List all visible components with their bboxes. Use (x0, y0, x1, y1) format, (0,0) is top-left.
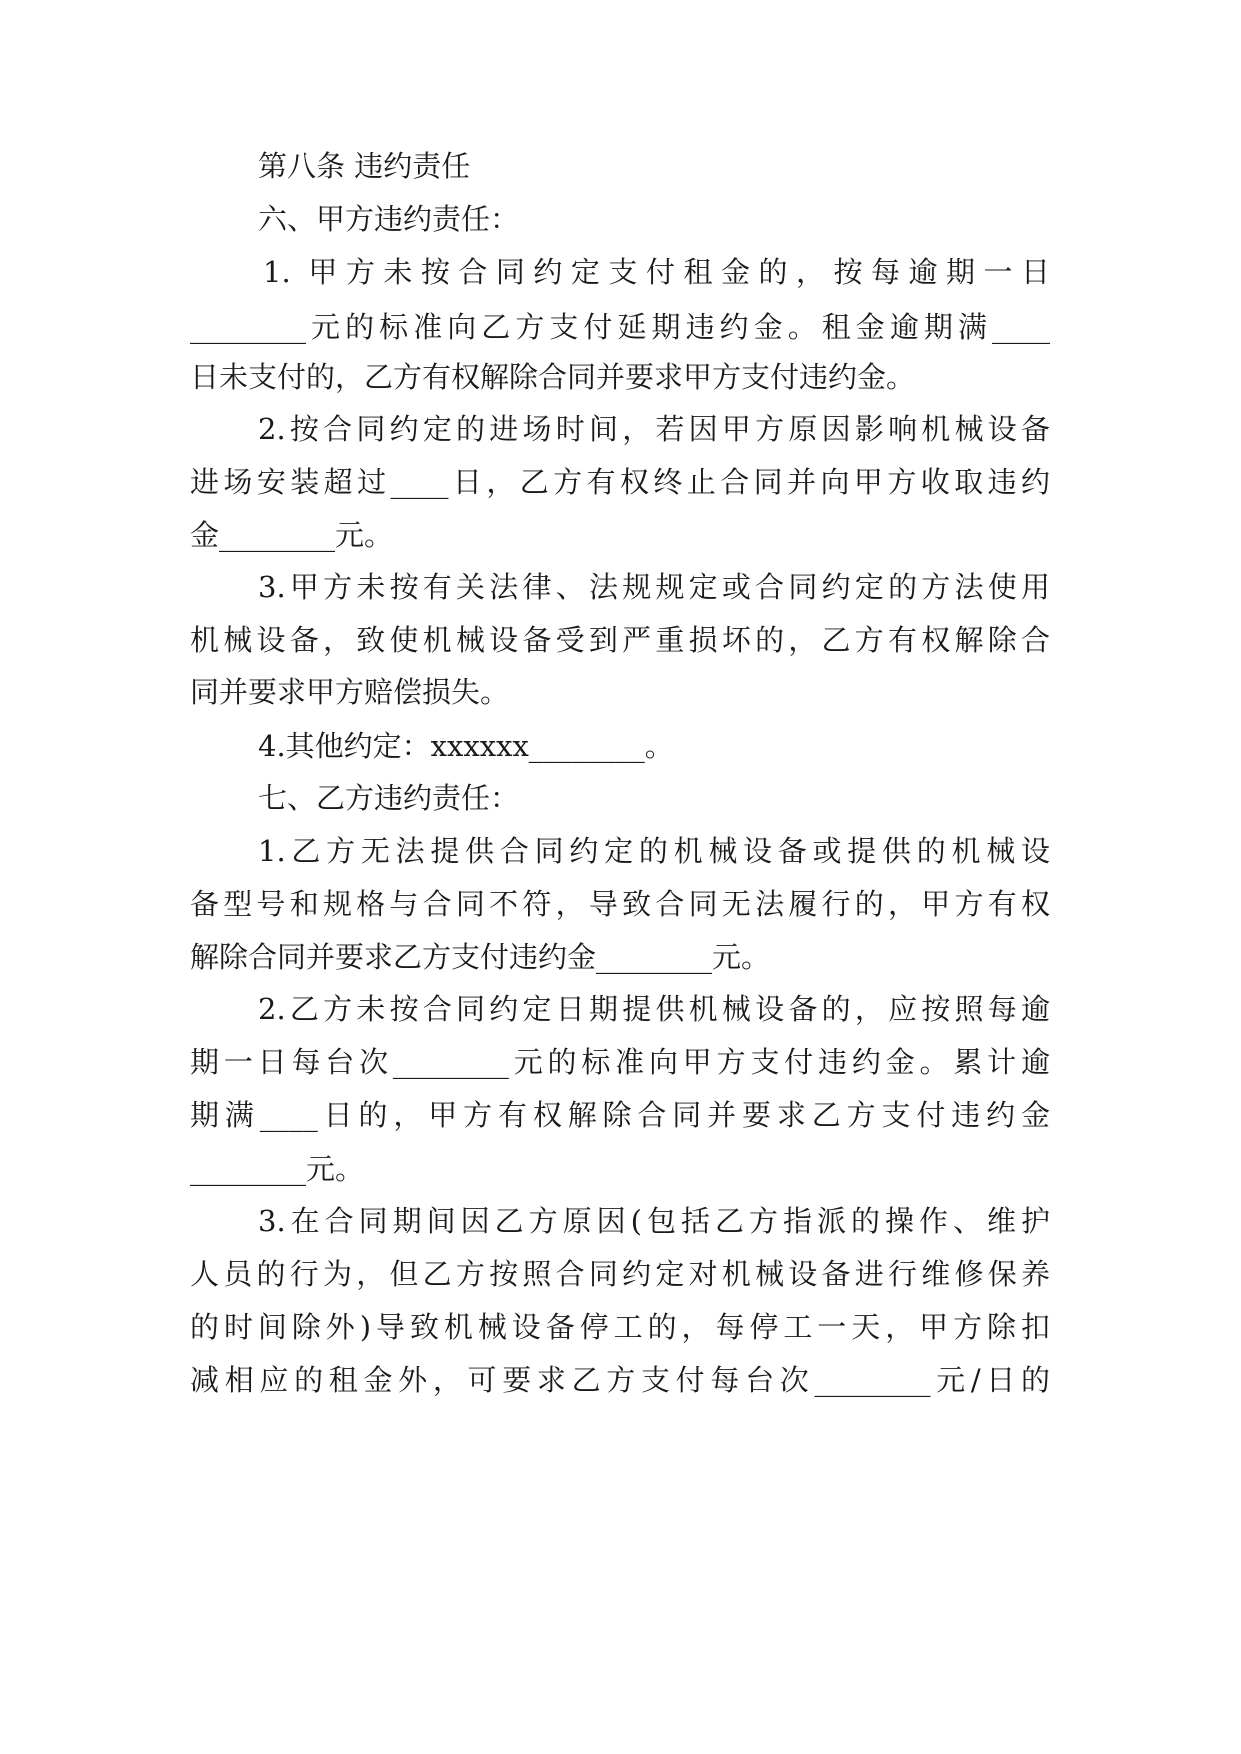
paragraph-b2-line1: 2.乙方未按合同约定日期提供机械设备的，应按照每逾 (258, 992, 1050, 1026)
paragraph-b2-line2: 期一日每台次________元的标准向甲方支付违约金。累计逾 (190, 1045, 1050, 1079)
paragraph-b2-line4: ________元。 (190, 1152, 365, 1186)
paragraph-a1-line3: 日未支付的，乙方有权解除合同并要求甲方支付违约金。 (190, 360, 916, 394)
paragraph-a3-line2: 机械设备，致使机械设备受到严重损坏的，乙方有权解除合 (190, 623, 1050, 657)
paragraph-b3-line4: 减相应的租金外，可要求乙方支付每台次________元/日的 (190, 1363, 1050, 1397)
paragraph-b2-line3: 期满____日的，甲方有权解除合同并要求乙方支付违约金 (190, 1098, 1050, 1132)
article-heading: 第八条 违约责任 (258, 149, 471, 183)
paragraph-a1-line2: ________元的标准向乙方支付延期违约金。租金逾期满____ (190, 310, 1050, 344)
paragraph-a1-line1: 1. 甲方未按合同约定支付租金的，按每逾期一日 (263, 255, 1050, 289)
paragraph-b3-line3: 的时间除外)导致机械设备停工的，每停工一天，甲方除扣 (190, 1310, 1050, 1344)
paragraph-a2-line3: 金________元。 (190, 518, 394, 552)
paragraph-a4: 4.其他约定：xxxxxx________。 (258, 729, 674, 763)
section-heading-party-a: 六、甲方违约责任： (258, 202, 520, 236)
paragraph-a3-line1: 3.甲方未按有关法律、法规规定或合同约定的方法使用 (258, 570, 1050, 604)
section-heading-party-b: 七、乙方违约责任： (258, 781, 520, 815)
paragraph-a2-line2: 进场安装超过____日，乙方有权终止合同并向甲方收取违约 (190, 465, 1050, 499)
paragraph-a3-line3: 同并要求甲方赔偿损失。 (190, 675, 510, 709)
paragraph-b3-line2: 人员的行为，但乙方按照合同约定对机械设备进行维修保养 (190, 1257, 1050, 1291)
paragraph-b1-line3: 解除合同并要求乙方支付违约金________元。 (190, 940, 771, 974)
paragraph-a2-line1: 2.按合同约定的进场时间，若因甲方原因影响机械设备 (258, 412, 1050, 446)
paragraph-b1-line2: 备型号和规格与合同不符，导致合同无法履行的，甲方有权 (190, 887, 1050, 921)
paragraph-b3-line1: 3.在合同期间因乙方原因(包括乙方指派的操作、维护 (258, 1204, 1050, 1238)
paragraph-b1-line1: 1.乙方无法提供合同约定的机械设备或提供的机械设 (258, 834, 1050, 868)
